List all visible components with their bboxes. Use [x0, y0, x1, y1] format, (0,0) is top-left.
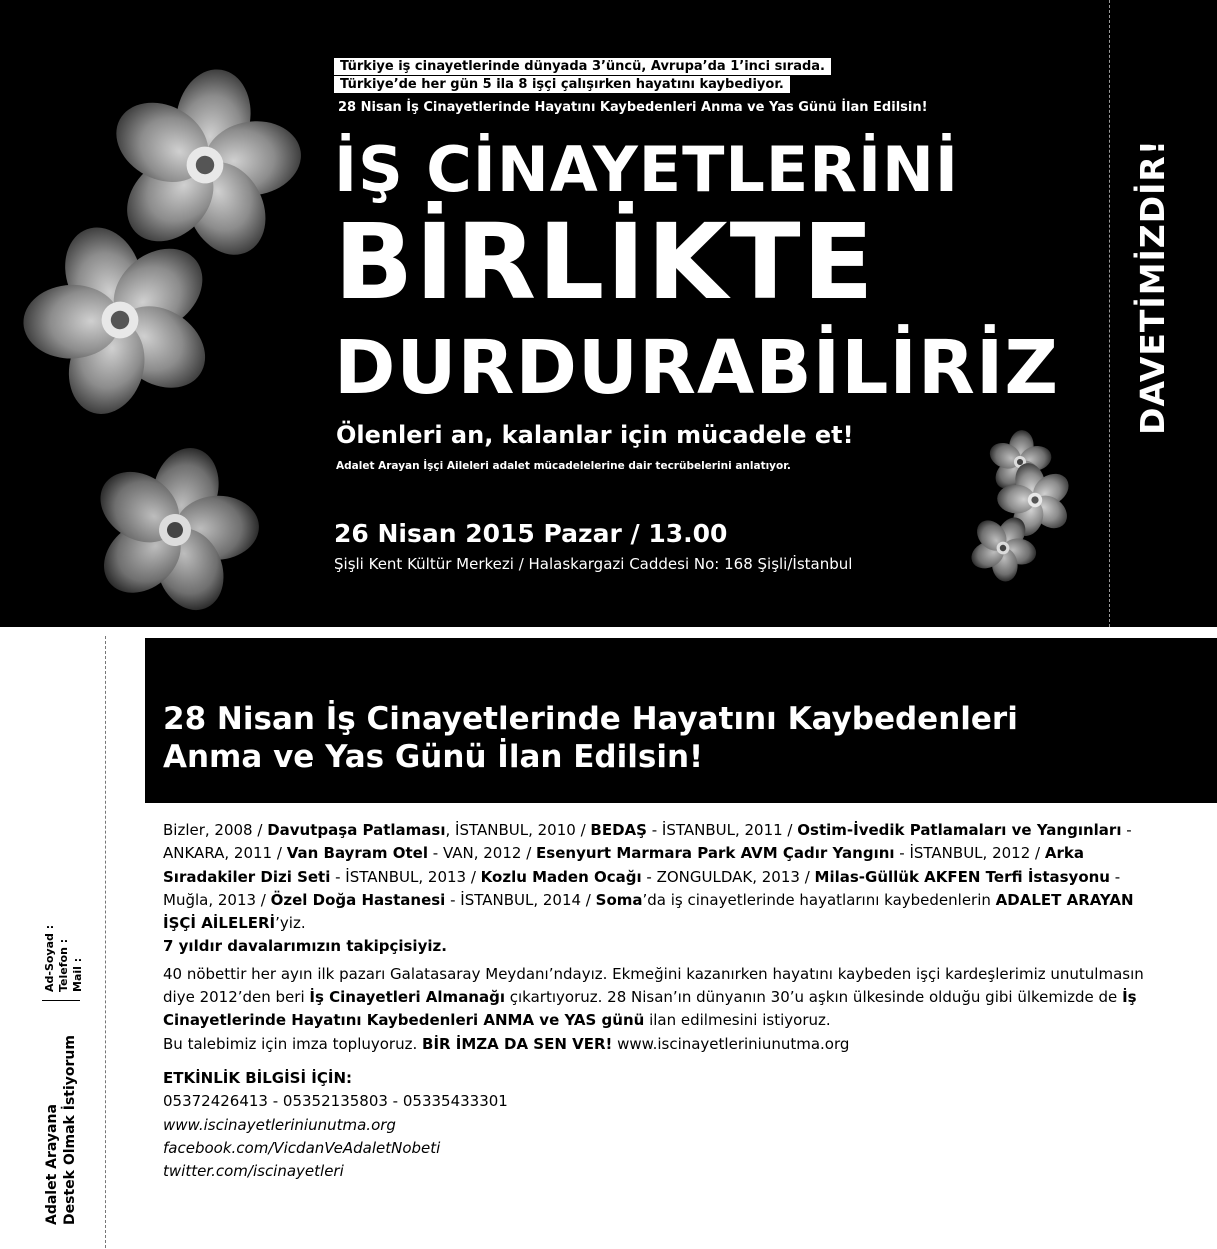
headline-line-3: DURDURABİLİRİZ — [334, 325, 1060, 411]
section-title-line-2: Anma ve Yas Günü İlan Edilsin! — [163, 739, 704, 775]
contact-twitter[interactable]: twitter.com/iscinayetleri — [163, 1162, 344, 1181]
field-mail-label[interactable]: Mail : — [71, 957, 84, 992]
coupon-line-1: Adalet Arayana — [44, 1104, 60, 1225]
coupon-divider — [42, 1000, 80, 1001]
headline-line-2: BİRLİKTE — [334, 201, 876, 323]
contact-website[interactable]: www.iscinayetleriniunutma.org — [163, 1115, 396, 1134]
field-phone-label[interactable]: Telefon : — [57, 938, 70, 992]
section-title-line-1: 28 Nisan İş Cinayetlerinde Hayatını Kaybedenleri — [163, 701, 1018, 737]
tear-line-coupon — [105, 636, 106, 1248]
contact-phones: 05372426413 - 05352135803 - 05335433301 — [163, 1092, 508, 1111]
stat-daily-deaths: Türkiye’de her gün 5 ila 8 işçi çalışırken hayatını kaybediyor. — [334, 76, 790, 93]
headline-line-1: İŞ CİNAYETLERİNİ — [334, 133, 959, 206]
invite-label: DAVETİMİZDİR! — [1133, 139, 1172, 435]
contact-title: ETKİNLİK BİLGİSİ İÇİN: — [163, 1068, 353, 1087]
field-name-label[interactable]: Ad-Soyad : — [43, 924, 56, 992]
event-venue: Şişli Kent Kültür Merkezi / Halaskargazi Caddesi No: 168 Şişli/İstanbul — [334, 555, 853, 573]
campaign-paragraph: 40 nöbettir her ayın ilk pazarı Galatasaray Meydanı’ndayız. Ekmeğini kazanırken hayatını kaybeden işçi kardeşlerimiz unutulmasın diye 2012’den beri İş Cinayetleri Almanağı çıkartıyoruz. 28 Nisan’ın dünyanın 30’u aşkın ülkesinde olduğu gibi ülkemizde de İş Cinayetlerinde Hayatını Kaybedenleri ANMA ve YAS günü ilan edilmesini istiyoruz. Bu talebimiz için imza topluyoruz. BİR İMZA DA SEN VER! www.iscinayetleriniunutma.org — [163, 964, 1144, 1053]
stat-ranking: Türkiye iş cinayetlerinde dünyada 3’üncü, Avrupa’da 1’inci sırada. — [334, 58, 831, 75]
event-date-time: 26 Nisan 2015 Pazar / 13.00 — [334, 519, 728, 548]
event-subtitle: Adalet Arayan İşçi Aileleri adalet mücadelelerine dair tecrübelerini anlatıyor. — [336, 460, 791, 472]
coupon-line-2: Destek Olmak İstiyorum — [62, 1035, 78, 1225]
anma-call-top: 28 Nisan İş Cinayetlerinde Hayatını Kaybedenleri Anma ve Yas Günü İlan Edilsin! — [338, 100, 928, 115]
section-title — [163, 700, 1018, 776]
tear-line-vertical — [1109, 0, 1110, 627]
coupon-form — [43, 925, 85, 992]
body-text — [163, 819, 1163, 1183]
slogan: Ölenleri an, kalanlar için mücadele et! — [336, 421, 854, 449]
contact-facebook[interactable]: facebook.com/VicdanVeAdaletNobeti — [163, 1138, 441, 1157]
victims-paragraph: Bizler, 2008 / Davutpaşa Patlaması, İSTANBUL, 2010 / BEDAŞ - İSTANBUL, 2011 / Ostim-İvedik Patlamaları ve Yangınları - ANKARA, 2011 / Van Bayram Otel - VAN, 2012 / Esenyurt Marmara Park AVM Çadır Yangını - İSTANBUL, 2012 / Arka Sıradakiler Dizi Seti - İSTANBUL, 2013 / Kozlu Maden Ocağı - ZONGULDAK, 2013 / Milas-Güllük AKFEN Terfi İstasyonu - Muğla, 2013 / Özel Doğa Hastanesi - İSTANBUL, 2014 / Soma’da iş cinayetlerinde hayatlarını kaybedenlerin ADALET ARAYAN İŞÇİ AİLELERİ’yiz. — [163, 821, 1134, 933]
claim-line: 7 yıldır davalarımızın takipçisiyiz. — [163, 937, 447, 956]
